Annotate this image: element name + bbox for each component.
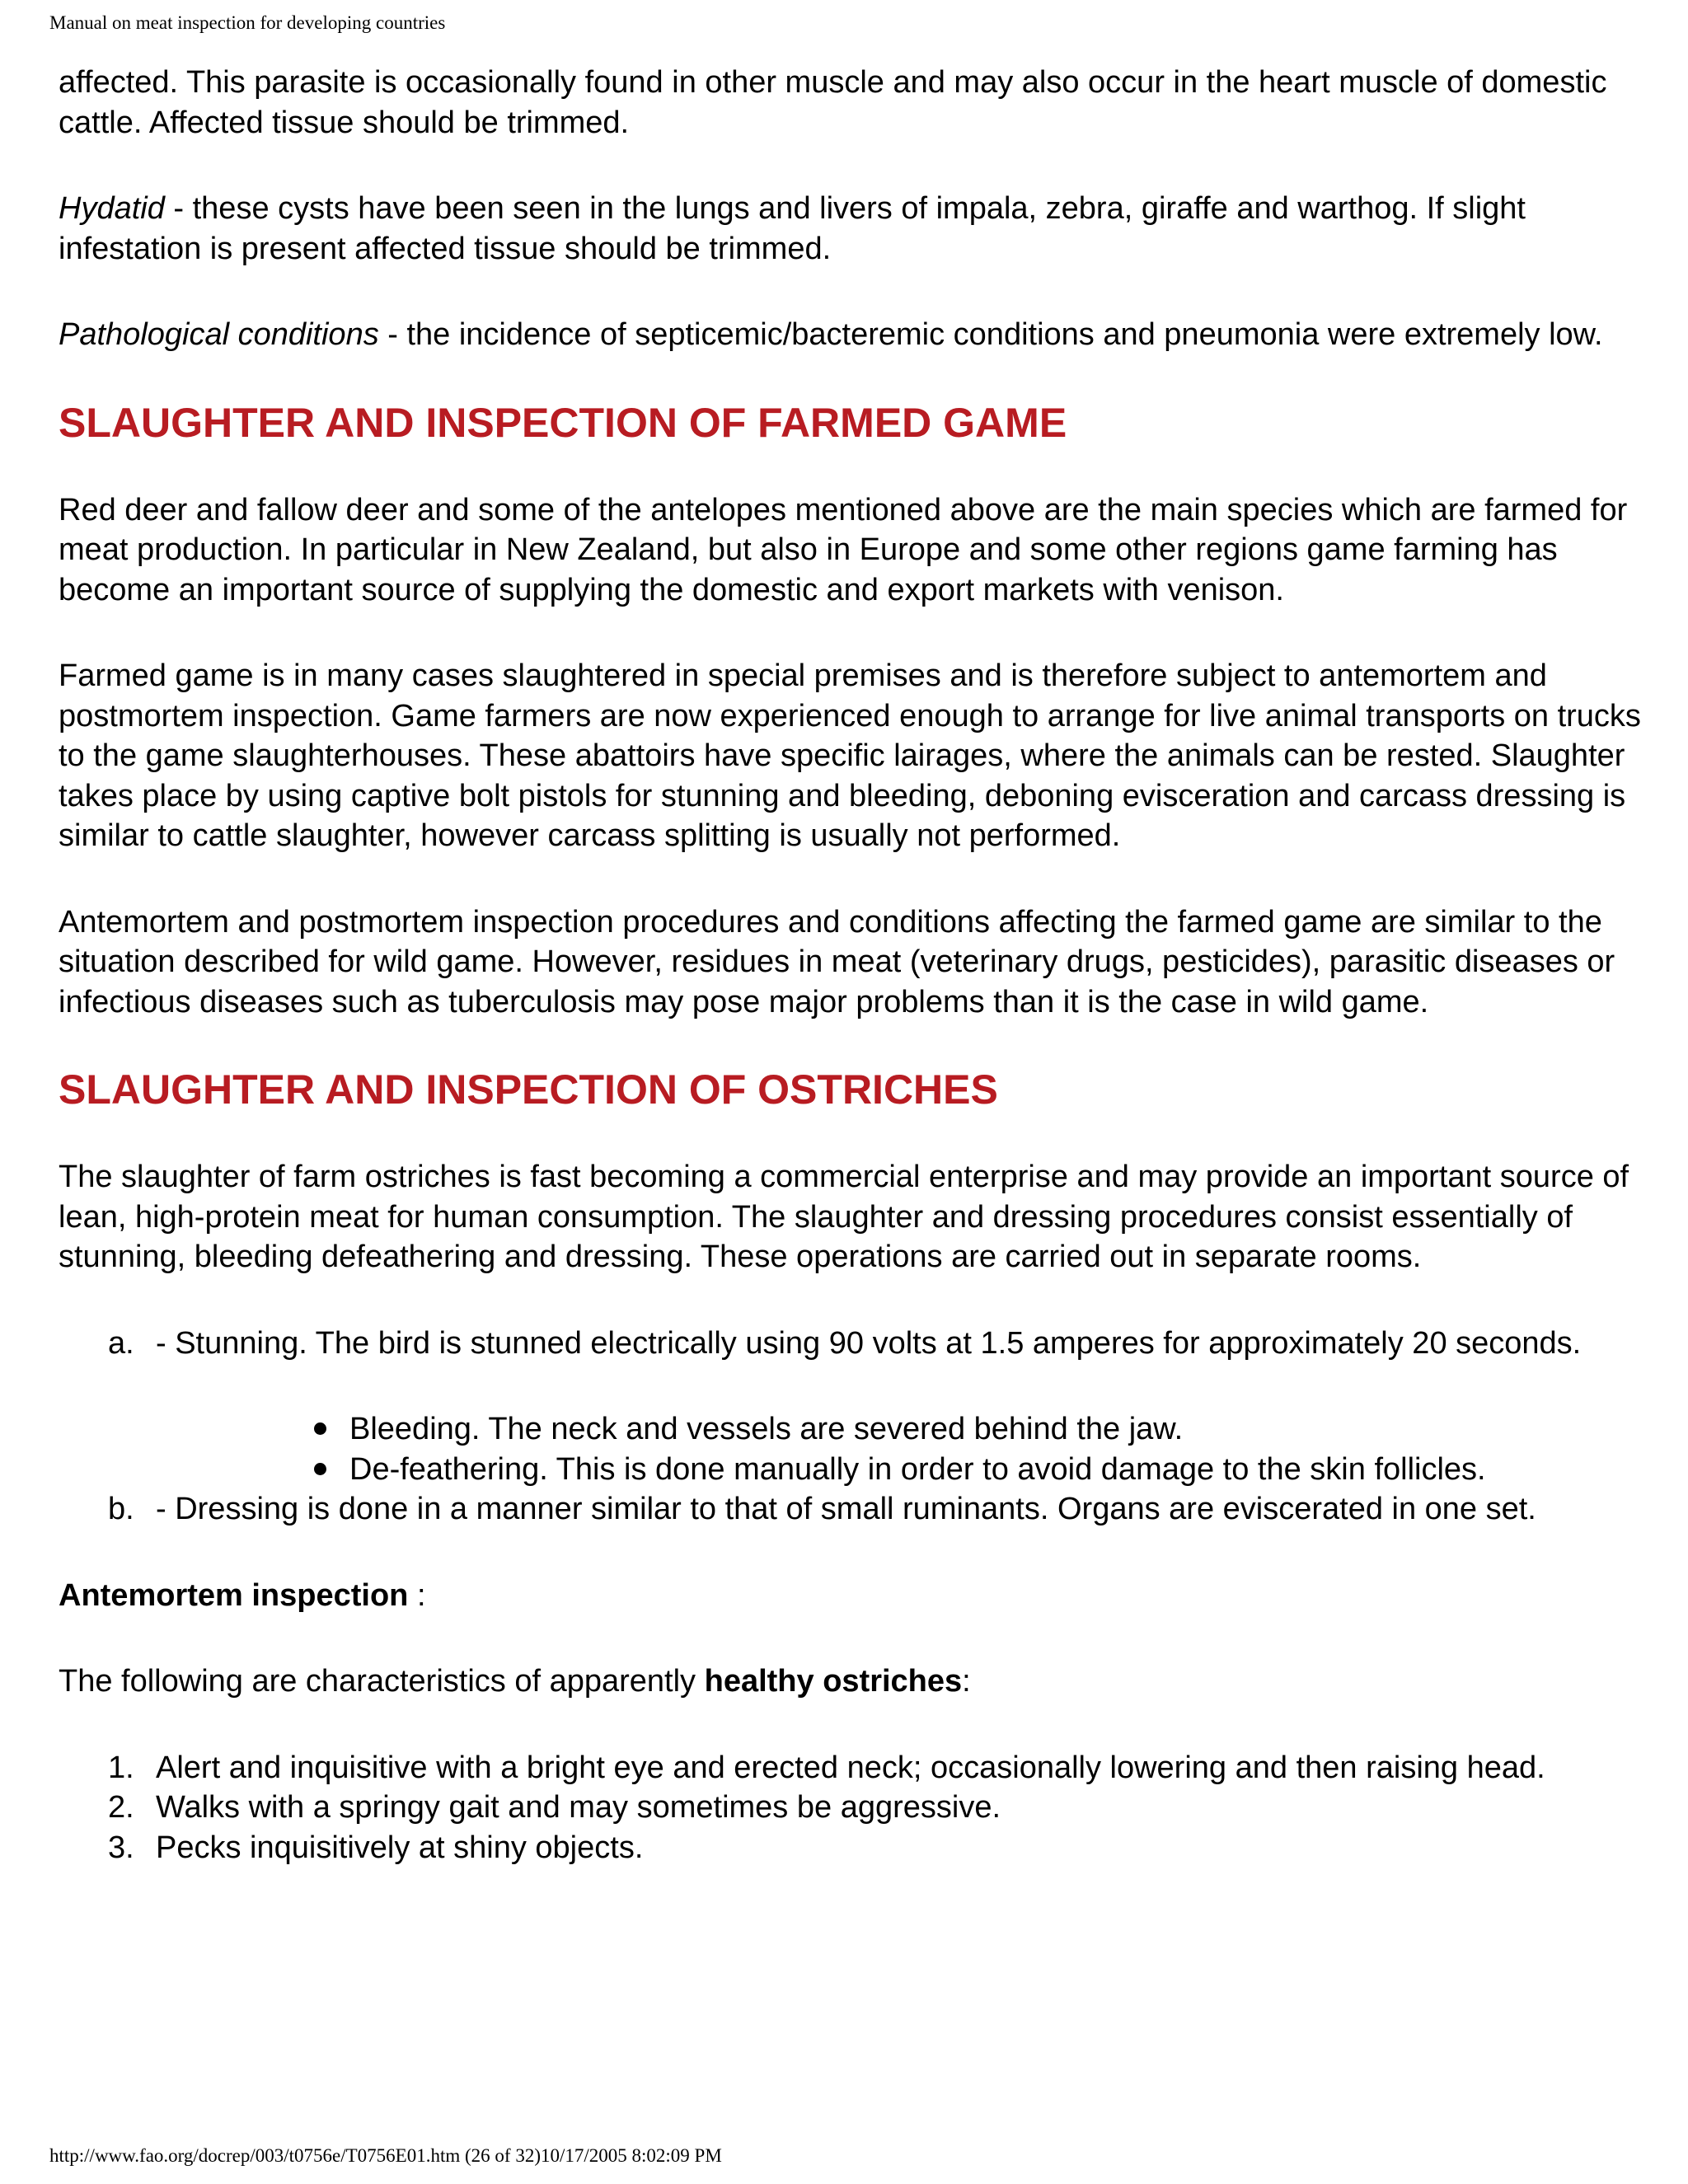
hydatid-paragraph [59,189,1649,269]
list-marker: 2. [108,1790,134,1825]
section-heading-ostriches: SLAUGHTER AND INSPECTION OF OSTRICHES [59,1066,998,1113]
list-item-text: Bleeding. The neck and vessels are severed behind the jaw. [349,1412,1184,1446]
list-item [59,1489,1649,1530]
list-item [59,1748,1649,1788]
pathological-paragraph [59,315,1649,355]
list-item [59,1788,1649,1828]
antemortem-heading [59,1576,1649,1616]
list-item-text: - Stunning. The bird is stunned electrically using 90 volts at 1.5 amperes for approximately 20 seconds. [156,1325,1582,1361]
ostriches-intro-paragraph: The slaughter of farm ostriches is fast becoming a commercial enterprise and may provide an important source of lean, high-protein meat for human consumption. The slaughter and dressing procedures consist essentially of stunning, bleeding defeathering and dressing. These operations are carried out in separate rooms. [59,1160,1629,1274]
bullet-icon [314,1422,326,1435]
intro-paragraph: affected. This parasite is occasionally found in other muscle and may also occur in the heart muscle of domestic cattle. Affected tissue should be trimmed. [59,65,1607,140]
running-header: Manual on meat inspection for developing countries [49,12,446,33]
list-marker: b. [108,1492,134,1526]
list-marker: a. [108,1325,134,1361]
list-item-text: Alert and inquisitive with a bright eye and erected neck; occasionally lowering and then raising head. [156,1750,1545,1785]
list-item-text: Walks with a springy gait and may sometimes be aggressive. [156,1790,1001,1825]
hydatid-text: - these cysts have been seen in the lungs and livers of impala, zebra, giraffe and warthog. If slight infestation is present affected tissue should be trimmed. [59,191,1526,266]
sub-steps-list [156,1409,1649,1489]
hydatid-term: Hydatid [59,191,165,226]
farmed-game-paragraph: Red deer and fallow deer and some of the antelopes mentioned above are the main species which are farmed for meat production. In particular in New Zealand, but also in Europe and some other regions game farming has become an important source of supplying the domestic and export markets with venison. [59,492,1628,607]
running-footer: http://www.fao.org/docrep/003/t0756e/T0756E01.htm (26 of 32)10/17/2005 8:02:09 PM [49,2145,722,2166]
list-marker: 1. [108,1750,134,1785]
document-body [59,63,1649,1868]
list-item-text: Pecks inquisitively at shiny objects. [156,1830,644,1865]
bullet-icon [314,1463,326,1475]
farmed-game-paragraph: Antemortem and postmortem inspection procedures and conditions affecting the farmed game are similar to the situation described for wild game. However, residues in meat (veterinary drugs, pesticides), parasitic diseases or infectious diseases such as tuberculosis may pose major problems than it is the case in wild game. [59,904,1615,1019]
list-item [156,1450,1649,1490]
list-item [156,1409,1649,1450]
healthy-characteristics-list [59,1748,1649,1868]
healthy-suffix: : [962,1664,971,1699]
list-item-text: De-feathering. This is done manually in order to avoid damage to the skin follicles. [349,1451,1486,1487]
slaughter-steps-list [59,1324,1649,1530]
farmed-game-paragraph: Farmed game is in many cases slaughtered in special premises and is therefore subject to antemortem and postmortem inspection. Game farmers are now experienced enough to arrange for live animal transports on trucks to the game slaughterhouses. These abattoirs have specific lairages, where the animals can be rested. Slaughter takes place by using captive bolt pistols for stunning and bleeding, deboning evisceration and carcass dressing is similar to cattle slaughter, however carcass splitting is usually not performed. [59,658,1641,853]
list-item-text: - Dressing is done in a manner similar to that of small ruminants. Organs are eviscerated in one set. [156,1492,1536,1526]
healthy-intro-paragraph [59,1661,1649,1702]
healthy-bold-term: healthy ostriches [704,1664,963,1699]
pathological-text: - the incidence of septicemic/bacteremic conditions and pneumonia were extremely low. [378,317,1603,352]
antemortem-label: Antemortem inspection [59,1577,409,1613]
list-item [59,1828,1649,1868]
list-item [59,1324,1649,1490]
list-marker: 3. [108,1830,134,1865]
antemortem-colon: : [408,1577,426,1613]
healthy-prefix: The following are characteristics of apparently [59,1664,705,1699]
pathological-term: Pathological conditions [59,317,379,352]
section-heading-farmed-game: SLAUGHTER AND INSPECTION OF FARMED GAME [59,399,1067,446]
